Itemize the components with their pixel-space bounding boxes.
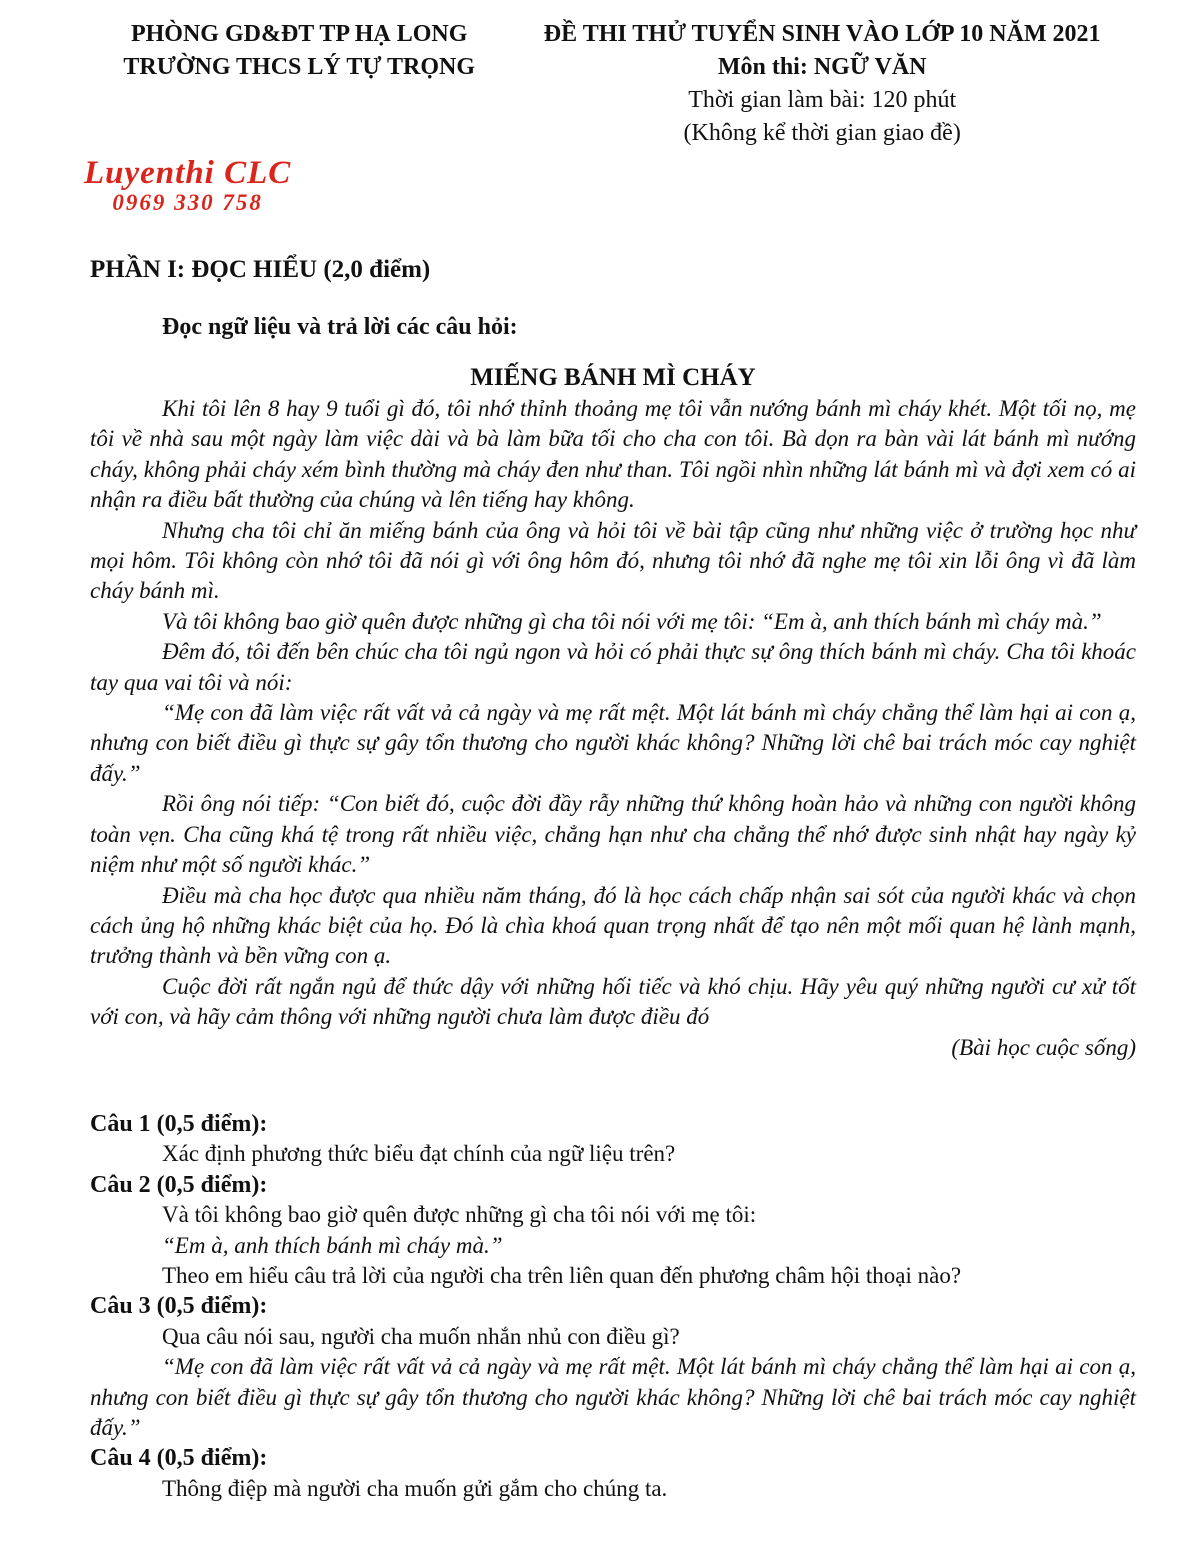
question-1-text: Xác định phương thức biểu đạt chính của ngữ liệu trên? <box>162 1141 676 1167</box>
question-2-label: Câu 2 (0,5 điểm): <box>90 1171 268 1198</box>
passage-paragraph: Đêm đó, tôi đến bên chúc cha tôi ngủ ngon và hỏi có phải thực sự ông thích bánh mì cháy. Cha tôi khoác tay qua vai tôi và nói: <box>90 639 1136 695</box>
question-1-label: Câu 1 (0,5 điểm): <box>90 1110 268 1137</box>
question-4-text: Thông điệp mà người cha muốn gửi gắm cho chúng ta. <box>162 1475 668 1501</box>
passage-paragraph: Rồi ông nói tiếp: “Con biết đó, cuộc đời đầy rẫy những thứ không hoàn hảo và những con người không toàn vẹn. Cha cũng khá tệ trong rất nhiều việc, chẳng hạn như cha chẳng thể nhớ được sinh nhật hay ngày kỷ niệm như một số người khác.” <box>90 791 1136 878</box>
passage-title: MIẾNG BÁNH MÌ CHÁY <box>470 364 756 391</box>
document-header <box>90 18 1136 150</box>
org-department-line: PHÒNG GD&ĐT TP HẠ LONG <box>130 21 468 47</box>
question-3-text: Qua câu nói sau, người cha muốn nhắn nhủ con điều gì? <box>162 1323 680 1349</box>
passage-paragraph: “Mẹ con đã làm việc rất vất vả cả ngày và mẹ rất mệt. Một lát bánh mì cháy chẳng thể làm hại ai con ạ, nhưng con biết điều gì thực sự gây tổn thương cho người khác không? Những lời chê bai trách móc cay nghiệt đấy.” <box>90 700 1136 786</box>
exam-duration: Thời gian làm bài: 120 phút <box>688 87 957 113</box>
question-3-label: Câu 3 (0,5 điểm): <box>90 1293 268 1320</box>
question-2 <box>90 1170 1136 1292</box>
passage-source: (Bài học cuộc sống) <box>951 1034 1136 1060</box>
exam-title: ĐỀ THI THỬ TUYỂN SINH VÀO LỚP 10 NĂM 2021 <box>543 21 1101 47</box>
issuing-organization-block <box>90 18 508 84</box>
reading-passage <box>90 394 1136 1033</box>
question-2-prompt: Theo em hiểu câu trả lời của người cha trên liên quan đến phương châm hội thoại nào? <box>162 1262 962 1288</box>
passage-paragraph: Và tôi không bao giờ quên được những gì cha tôi nói với mẹ tôi: “Em à, anh thích bánh mì cháy mà.” <box>162 608 1102 634</box>
passage-paragraph: Nhưng cha tôi chỉ ăn miếng bánh của ông và hỏi tôi về bài tập cũng như những việc ở trường học như mọi hôm. Tôi không còn nhớ tôi đã nói gì với ông hôm đó, nhưng tôi nhớ đã nghe mẹ tôi xin lỗi ông vì đã làm cháy bánh mì. <box>90 517 1136 604</box>
part1-heading: PHẦN I: ĐỌC HIỂU (2,0 điểm) <box>90 256 431 283</box>
logo <box>84 156 291 216</box>
question-2-quote: “Em à, anh thích bánh mì cháy mà.” <box>162 1232 503 1258</box>
exam-title-block <box>508 18 1136 150</box>
question-3-quote: “Mẹ con đã làm việc rất vất vả cả ngày và mẹ rất mệt. Một lát bánh mì cháy chẳng thể làm hại ai con ạ, nhưng con biết điều gì thực sự gây tổn thương cho người khác không? Những lời chê bai trách móc cay nghiệt đấy.” <box>90 1354 1136 1440</box>
passage-paragraph: Điều mà cha học được qua nhiều năm tháng, đó là học cách chấp nhận sai sót của người khác và chọn cách ủng hộ những khác biệt của họ. Đó là chìa khoá quan trọng nhất để tạo nên một mối quan hệ lành mạnh, trưởng thành và bền vững con ạ. <box>90 882 1136 969</box>
logo-brand-text: Luyenthi CLC <box>84 155 292 191</box>
question-4 <box>90 1443 1136 1504</box>
exam-duration-note: (Không kể thời gian giao đề) <box>683 120 961 146</box>
reading-instruction: Đọc ngữ liệu và trả lời các câu hỏi: <box>162 314 518 340</box>
passage-paragraph: Khi tôi lên 8 hay 9 tuổi gì đó, tôi nhớ thỉnh thoảng mẹ tôi vẫn nướng bánh mì cháy khét. Một tối nọ, mẹ tôi về nhà sau một ngày làm việc dài và bà làm bữa tối cho cha con tôi. Bà dọn ra bàn vài lát bánh mì nướng cháy, không phải cháy xém bình thường mà cháy đen như than. Tôi ngồi nhìn những lát bánh mì và đợi xem có ai nhận ra điều bất thường của chúng và lên tiếng hay không. <box>90 396 1136 513</box>
questions-section <box>90 1109 1136 1504</box>
question-1 <box>90 1109 1136 1170</box>
question-3 <box>90 1291 1136 1443</box>
question-4-label: Câu 4 (0,5 điểm): <box>90 1445 268 1472</box>
passage-paragraph: Cuộc đời rất ngắn ngủ để thức dậy với những hối tiếc và khó chịu. Hãy yêu quý những người cư xử tốt với con, và hãy cảm thông với những người chưa làm được điều đó <box>90 973 1136 1030</box>
exam-subject: Môn thi: NGỮ VĂN <box>717 54 927 80</box>
logo-phone-number: 0969 330 758 <box>112 190 263 215</box>
org-school-line: TRƯỜNG THCS LÝ TỰ TRỌNG <box>123 54 475 80</box>
question-2-text: Và tôi không bao giờ quên được những gì cha tôi nói với mẹ tôi: <box>162 1202 757 1228</box>
